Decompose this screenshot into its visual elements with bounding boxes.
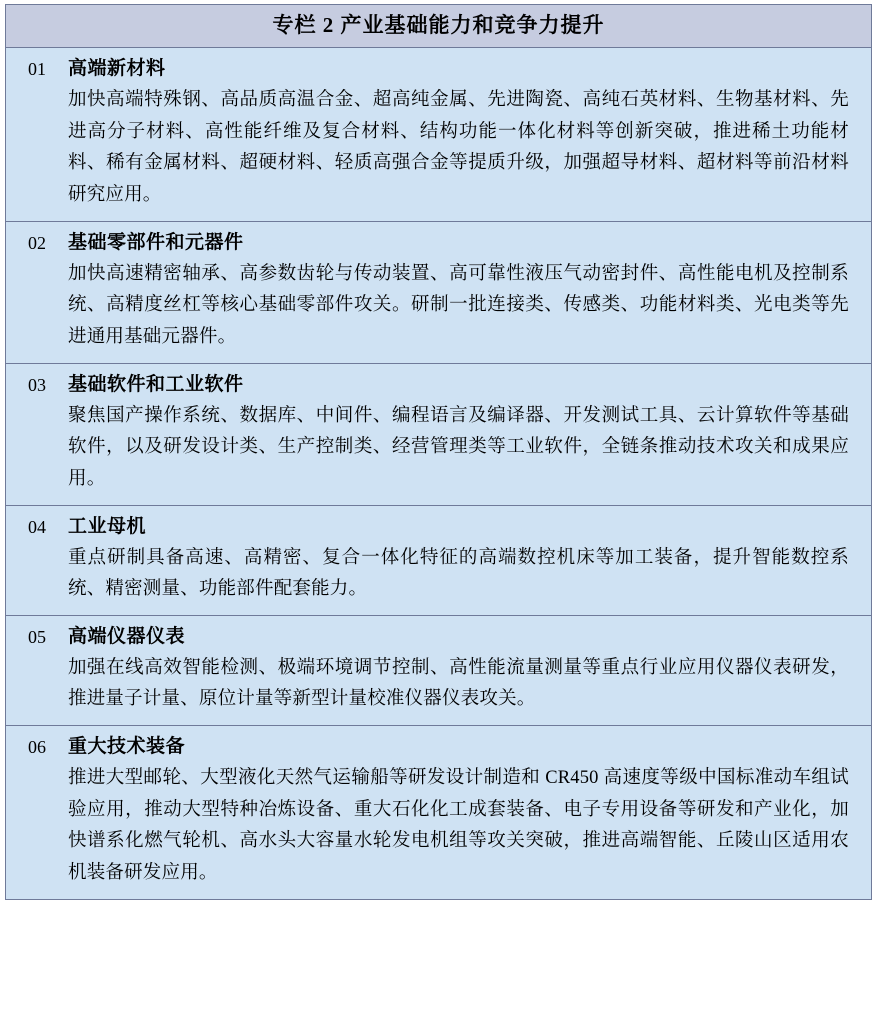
entry-heading: 高端新材料 [68,58,166,80]
list-item [6,48,871,222]
entry-body [68,733,871,890]
entry-text: 加快高端特殊钢、高品质高温合金、超高纯金属、先进陶瓷、高纯石英材料、生物基材料、先进高分子材料、高性能纤维及复合材料、结构功能一体化材料等创新突破，推进稀土功能材料、稀有金属材料、超硬材料、轻质高强合金等提质升级，加强超导材料、超材料等前沿材料研究应用。 [68,89,849,206]
entry-body [68,55,871,212]
entry-text: 聚焦国产操作系统、数据库、中间件、编程语言及编译器、开发测试工具、云计算软件等基础软件，以及研发设计类、生产控制类、经营管理类等工业软件，全链条推动技术攻关和成果应用。 [68,405,849,490]
entry-heading: 重大技术装备 [68,736,186,758]
entry-heading: 基础软件和工业软件 [68,373,244,395]
entry-number: 06 [28,737,46,758]
list-item [6,364,871,506]
feature-box-panel [5,4,872,900]
list-item [6,726,871,899]
entry-body [68,623,871,716]
entry-number: 01 [28,59,46,80]
list-item [6,616,871,726]
entry-number: 04 [28,516,46,537]
entry-text: 加强在线高效智能检测、极端环境调节控制、高性能流量测量等重点行业应用仪器仪表研发，推进量子计量、原位计量等新型计量校准仪器仪表攻关。 [68,657,849,710]
entry-heading: 基础零部件和元器件 [68,231,244,253]
panel-title: 专栏 2 产业基础能力和竞争力提升 [6,5,871,48]
list-item [6,222,871,364]
list-item [6,506,871,616]
entry-number: 03 [28,374,46,395]
entry-text: 重点研制具备高速、高精密、复合一体化特征的高端数控机床等加工装备，提升智能数控系统、精密测量、功能部件配套能力。 [68,547,849,600]
entry-text: 推进大型邮轮、大型液化天然气运输船等研发设计制造和 CR450 高速度等级中国标准动车组试验应用，推动大型特种冶炼设备、重大石化化工成套装备、电子专用设备等研发和产业化，加快谱系化燃气轮机、高水头大容量水轮发电机组等攻关突破，推进高端智能、丘陵山区适用农机装备研发应用。 [68,767,849,884]
entry-body [68,513,871,606]
entry-body [68,371,871,496]
entry-text: 加快高速精密轴承、高参数齿轮与传动装置、高可靠性液压气动密封件、高性能电机及控制系统、高精度丝杠等核心基础零部件攻关。研制一批连接类、传感类、功能材料类、光电类等先进通用基础元器件。 [68,263,849,348]
entry-heading: 高端仪器仪表 [68,626,186,648]
entry-heading: 工业母机 [68,515,147,537]
entry-number: 02 [28,232,46,253]
entry-number: 05 [28,627,46,648]
entry-body [68,229,871,354]
